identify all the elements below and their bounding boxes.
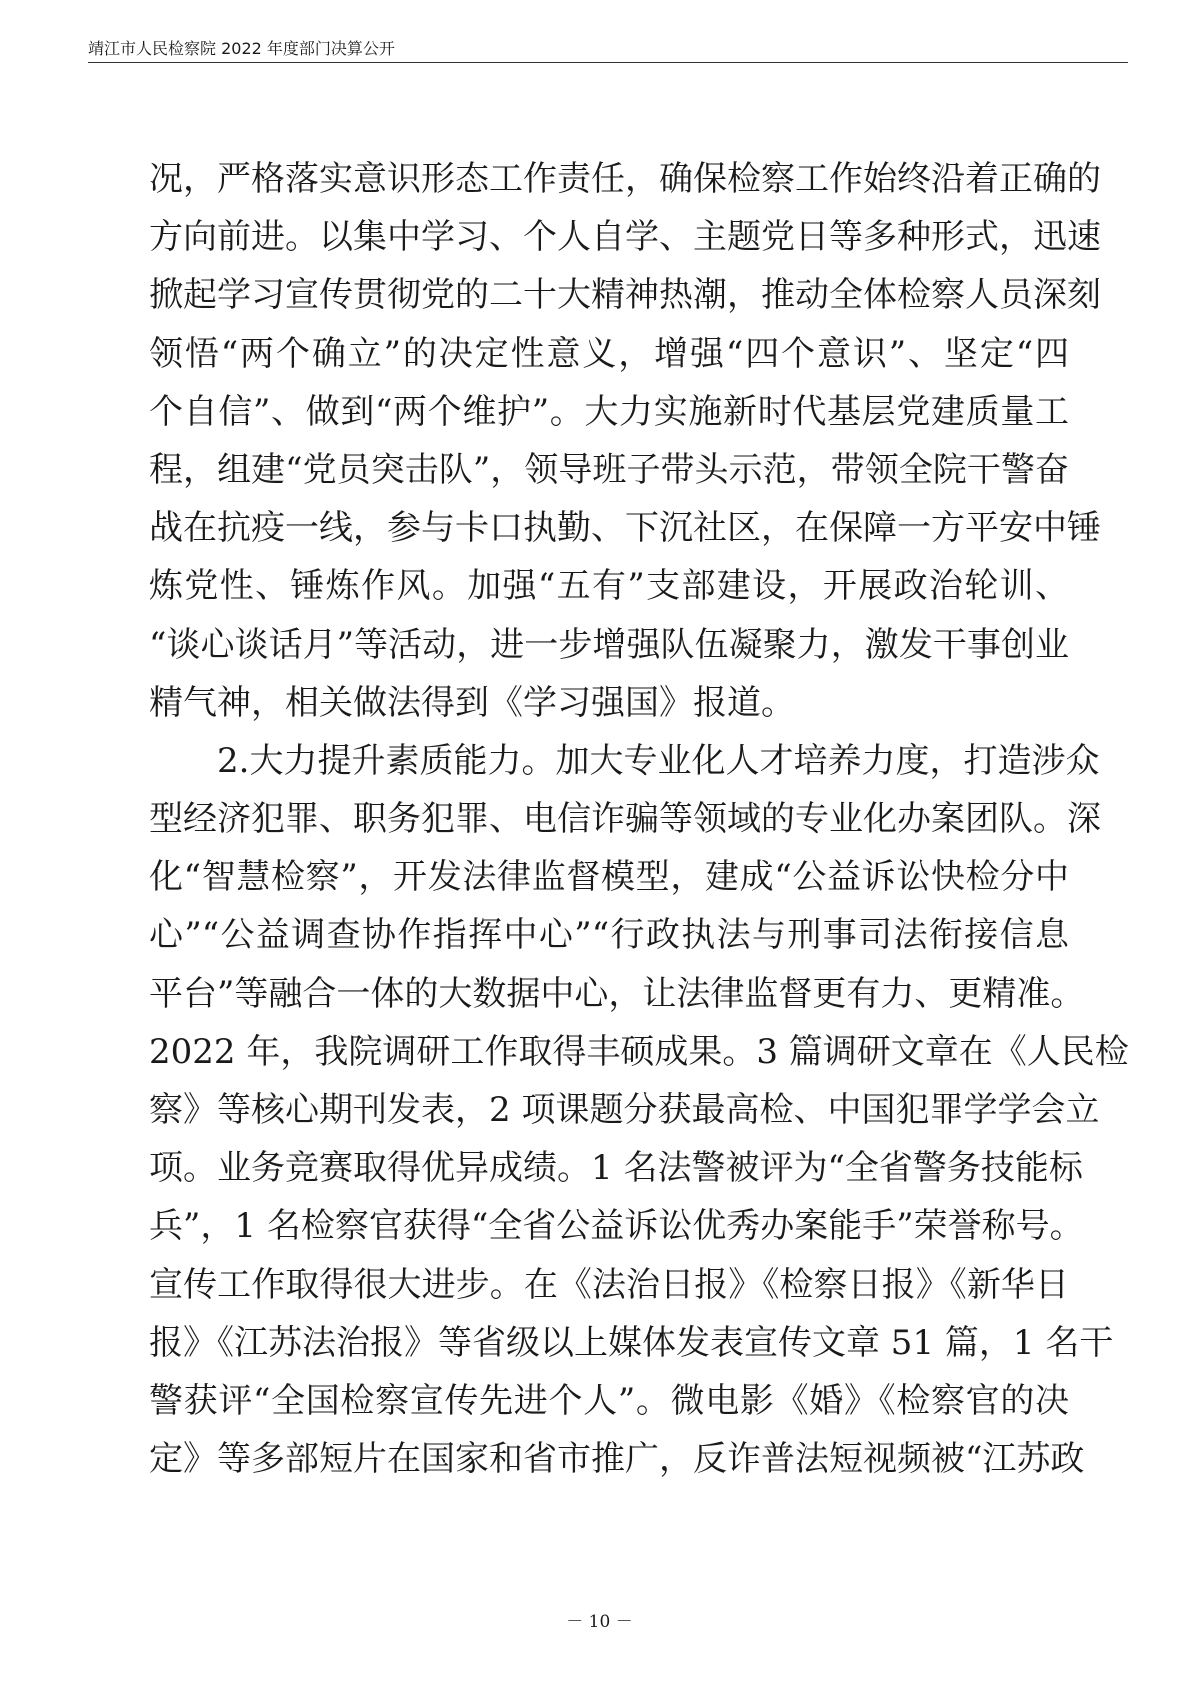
page-header: [88, 30, 1128, 64]
header-divider: [88, 62, 1128, 63]
body-line: 察》等核心期刊发表，2 项课题分获最高检、中国犯罪学学会立: [149, 1090, 1100, 1130]
body-line: 型经济犯罪、职务犯罪、电信诈骗等领域的专业化办案团队。深: [149, 799, 1101, 840]
body-line: 心”“公益调查协作指挥中心”“行政执法与刑事司法衔接信息: [149, 915, 1069, 956]
header-title: 靖江市人民检察院 2022 年度部门决算公开: [88, 39, 395, 58]
body-line: 兵”，1 名检察官获得“全省公益诉讼优秀办案能手”荣誉称号。: [149, 1206, 1084, 1247]
body-line: 战在抗疫一线，参与卡口执勤、下沉社区，在保障一方平安中锤: [149, 508, 1101, 549]
body-line: 个自信”、做到“两个维护”。大力实施新时代基层党建质量工: [149, 391, 1069, 432]
body-line: 领悟“两个确立”的决定性意义，增强“四个意识”、坚定“四: [149, 333, 1069, 374]
page-number: － 10 －: [566, 1612, 633, 1632]
body-line: 宣传工作取得很大进步。在《法治日报》《检察日报》《新华日: [149, 1264, 1069, 1305]
body-line: 化“智慧检察”，开发法律监督模型，建成“公益诉讼快检分中: [149, 857, 1069, 898]
body-line: 况，严格落实意识形态工作责任，确保检察工作始终沿着正确的: [149, 159, 1101, 199]
body-line: 定》等多部短片在国家和省市推广，反诈普法短视频被“江苏政: [149, 1439, 1085, 1480]
body-line: 2022 年，我院调研工作取得丰硕成果。3 篇调研文章在《人民检: [149, 1031, 1129, 1072]
body-line: 平台”等融合一体的大数据中心，让法律监督更有力、更精准。: [149, 973, 1085, 1014]
body-line: “谈心谈话月”等活动，进一步增强队伍凝聚力，激发干事创业: [149, 624, 1069, 665]
body-line: 程，组建“党员突击队”，领导班子带头示范，带领全院干警奋: [149, 449, 1069, 490]
body-line: 精气神，相关做法得到《学习强国》报道。: [149, 682, 795, 723]
body-line: 报》《江苏法治报》等省级以上媒体发表宣传文章 51 篇，1 名干: [149, 1322, 1114, 1363]
body-line: 方向前进。以集中学习、个人自学、主题党日等多种形式，迅速: [149, 217, 1101, 258]
body-line: 炼党性、锤炼作风。加强“五有”支部建设，开展政治轮训、: [149, 566, 1069, 607]
paragraph-start-line: 2.大力提升素质能力。加大专业化人才培养力度，打造涉众: [217, 740, 1100, 781]
body-line: 项。业务竞赛取得优异成绩。1 名法警被评为“全省警务技能标: [149, 1148, 1083, 1189]
body-line: 掀起学习宣传贯彻党的二十大精神热潮，推动全体检察人员深刻: [149, 275, 1101, 316]
body-line: 警获评“全国检察宣传先进个人”。微电影《婚》《检察官的决: [149, 1380, 1069, 1421]
body-text: [149, 150, 1129, 1488]
